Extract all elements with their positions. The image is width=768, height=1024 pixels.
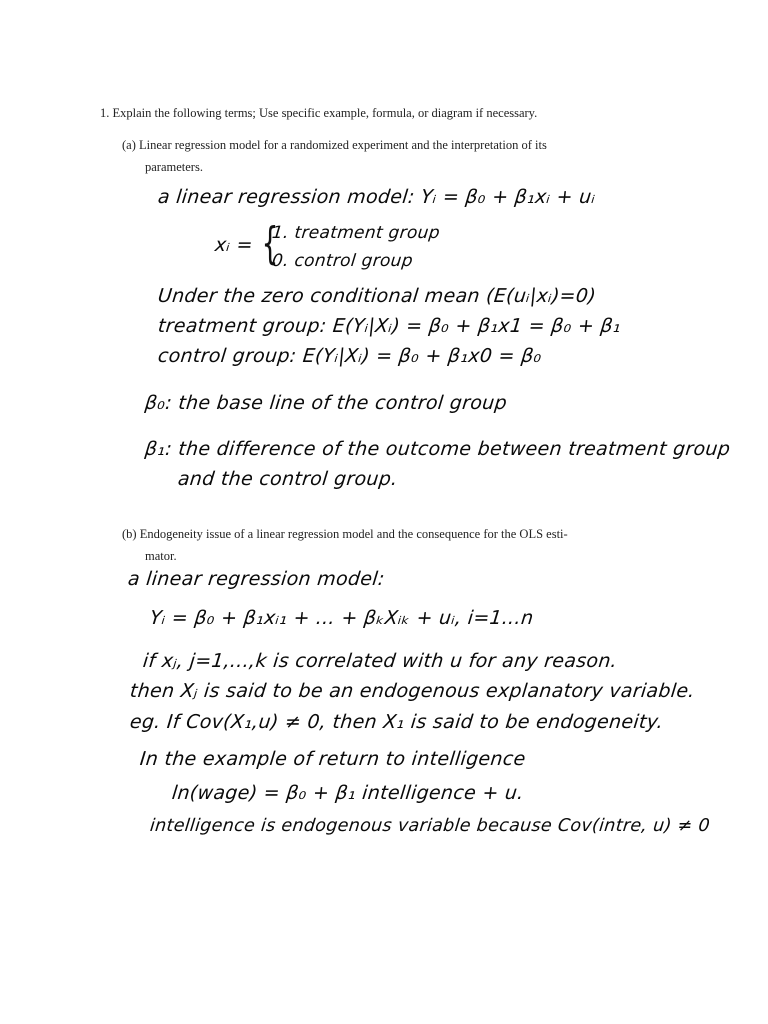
part-b-prompt [122,523,652,567]
answer-a-xi-label: xᵢ = [213,234,254,256]
answer-b-line-model: a linear regression model: [126,568,386,590]
part-a-prompt [122,134,652,178]
answer-b-line-wage: ln(wage) = β₀ + β₁ intelligence + u. [170,782,525,804]
answer-a-line-beta1-cont: and the control group. [176,468,399,490]
part-b-prompt-line1: (b) Endogeneity issue of a linear regression model and the consequence for the OLS esti- [122,527,568,541]
part-a-prompt-line1: (a) Linear regression model for a randomized experiment and the interpretation of its [122,138,547,152]
part-a-prompt-line2: parameters. [145,160,203,174]
answer-b-line-correlated: if xⱼ, j=1,...,k is correlated with u for any reason. [141,650,619,672]
part-b-prompt-line2: mator. [145,549,177,563]
answer-a-line-beta1: β₁: the difference of the outcome between treatment group [143,438,732,460]
answer-a-line-control: control group: E(Yᵢ|Xᵢ) = β₀ + β₁x0 = β₀ [156,345,543,367]
answer-a-line-beta0: β₀: the base line of the control group [143,392,509,414]
brace-symbol: { [261,218,279,269]
answer-b-line-example: eg. If Cov(X₁,u) ≠ 0, then X₁ is said to be endogeneity. [128,711,665,733]
answer-b-line-endogenous: then Xⱼ is said to be an endogenous explanatory variable. [128,680,696,702]
answer-a-line-model: a linear regression model: Yᵢ = β₀ + β₁xᵢ + uᵢ [156,186,597,208]
question-1-text: 1. Explain the following terms; Use specific example, formula, or diagram if necessary. [100,106,538,120]
answer-b-line-equation: Yᵢ = β₀ + β₁xᵢ₁ + ... + βₖXᵢₖ + uᵢ, i=1...n [148,607,535,629]
answer-a-line-treatment: treatment group: E(Yᵢ|Xᵢ) = β₀ + β₁x1 = β₀ + β₁ [156,315,623,337]
answer-b-line-intelligence: In the example of return to intelligence [138,748,527,770]
answer-b-line-because: intelligence is endogenous variable because Cov(intre, u) ≠ 0 [148,816,711,836]
answer-a-xi-case1: 1. treatment group [270,223,441,243]
answer-a-xi-case0: 0. control group [270,251,414,271]
answer-a-line-zero-mean: Under the zero conditional mean (E(uᵢ|xᵢ)=0) [156,285,598,307]
